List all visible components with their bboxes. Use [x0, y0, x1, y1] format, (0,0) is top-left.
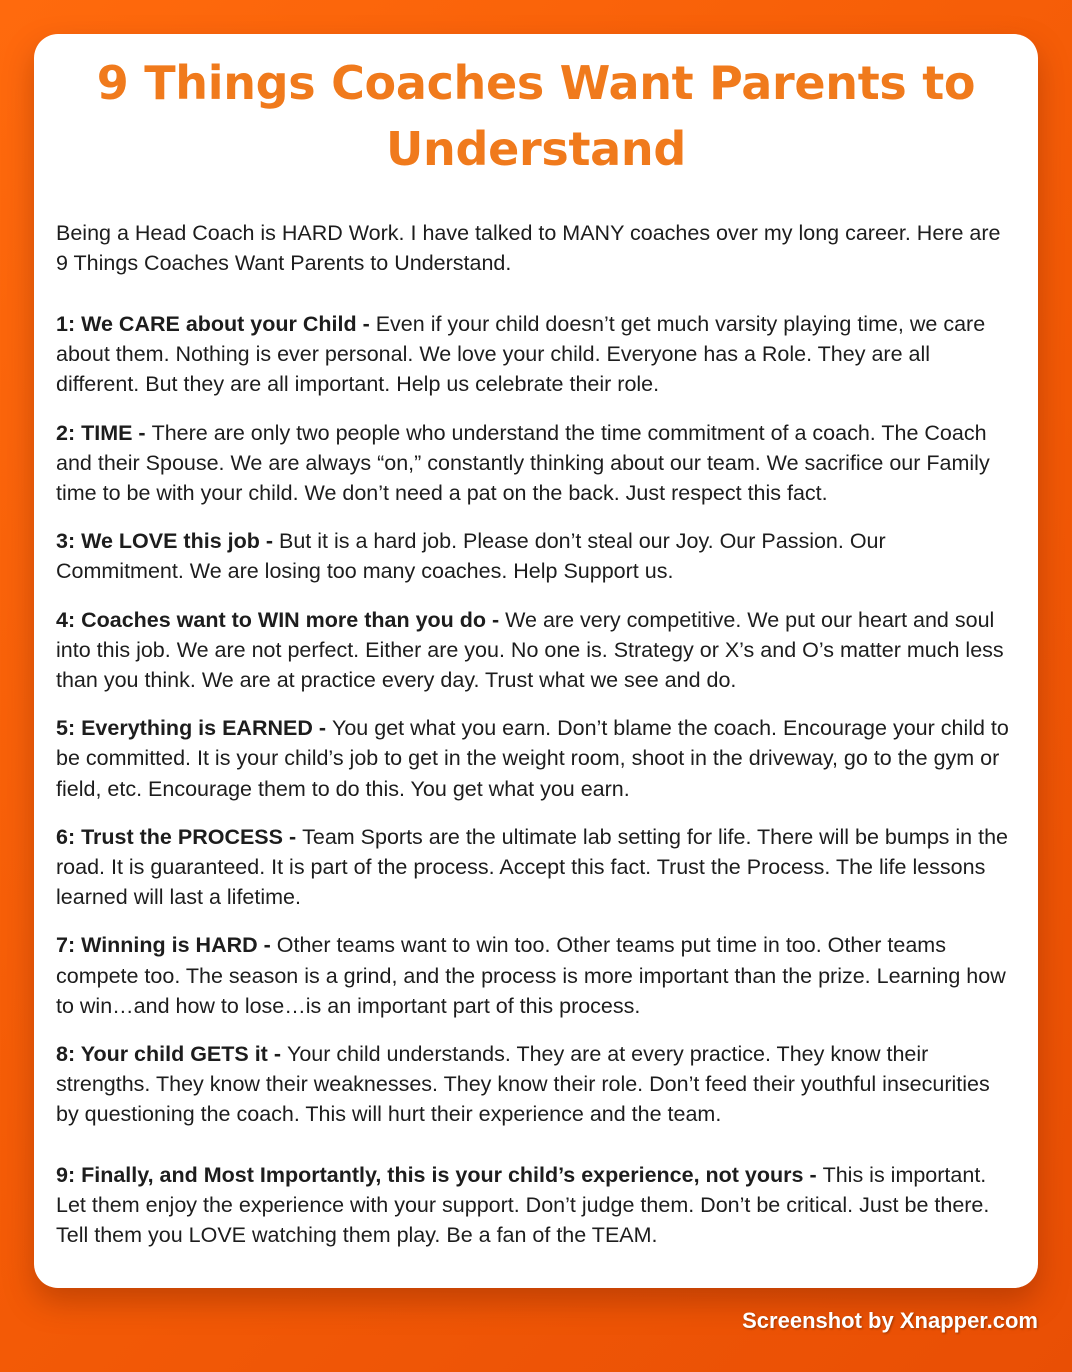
list-item-7	[56, 930, 1016, 1021]
list-item-2	[56, 418, 1016, 509]
item-heading: 7: Winning is HARD -	[56, 933, 277, 958]
list-item-4	[56, 605, 1016, 696]
list-item-3	[56, 526, 1016, 586]
item-text: There are only two people who understand the time commitment of a coach. The Coach and their Spouse. We are always “on,” constantly thinking about our team. We sacrifice our Family time to be with your child. We don’t need a pat on the back. Just respect this fact.	[56, 420, 990, 506]
item-text: Team Sports are the ultimate lab setting for life. There will be bumps in the road. It is guaranteed. It is part of the process. Accept this fact. Trust the Process. The life lessons learned will last a lifetime.	[56, 824, 1008, 910]
watermark-text: Screenshot by Xnapper.com	[742, 1308, 1038, 1333]
item-heading: 2: TIME -	[56, 420, 152, 445]
list-item-5	[56, 713, 1016, 804]
item-heading: 3: We LOVE this job -	[56, 529, 279, 554]
item-heading: 6: Trust the PROCESS -	[56, 824, 303, 849]
item-text: But it is a hard job. Please don’t steal our Joy. Our Passion. Our Commitment. We are losing too many coaches. Help Support us.	[56, 529, 886, 584]
item-heading: 4: Coaches want to WIN more than you do -	[56, 607, 506, 632]
list-item-1	[56, 309, 1016, 400]
intro-paragraph: Being a Head Coach is HARD Work. I have talked to MANY coaches over my long career. Here are 9 Things Coaches Want Parents to Understand.	[56, 221, 1001, 275]
item-text: You get what you earn. Don’t blame the coach. Encourage your child to be committed. It is your child’s job to get in the weight room, shoot in the driveway, go to the gym or field, etc. Encourage them to do this. You get what you earn.	[56, 716, 1009, 801]
item-text: Other teams want to win too. Other teams put time in too. Other teams compete too. The season is a grind, and the process is more important than the prize. Learning how to win…and how to lose…is an important part of this process.	[56, 933, 1006, 1018]
item-text: We are very competitive. We put our heart and soul into this job. We are not perfect. Either are you. No one is. Strategy or X’s and O’s matter much less than you think. We are at practice every day. Trust what we see and do.	[56, 607, 1004, 693]
list-item-6	[56, 822, 1016, 913]
item-heading: 9: Finally, and Most Importantly, this is your child’s experience, not yours -	[56, 1162, 823, 1187]
list-item-8	[56, 1039, 1016, 1130]
item-text: Even if your child doesn’t get much varsity playing time, we care about them. Nothing is ever personal. We love your child. Everyone has a Role. They are all different. But they are all important. Help us celebrate their role.	[56, 312, 986, 397]
item-heading: 1: We CARE about your Child -	[56, 312, 376, 336]
page-title: 9 Things Coaches Want Parents to Understand	[96, 56, 976, 176]
item-heading: 5: Everything is EARNED -	[56, 716, 332, 741]
list-item-9	[56, 1160, 1016, 1251]
content-card	[34, 34, 1038, 1288]
item-text: This is important. Let them enjoy the experience with your support. Don’t judge them. Don’t be critical. Just be there. Tell them you LOVE watching them play. Be a fan of the TEAM.	[56, 1162, 990, 1248]
item-text: Your child understands. They are at every practice. They know their strengths. They know their weaknesses. They know their role. Don’t feed their youthful insecurities by questioning the coach. This will hurt their experience and the team.	[56, 1042, 990, 1127]
item-heading: 8: Your child GETS it -	[56, 1042, 287, 1067]
